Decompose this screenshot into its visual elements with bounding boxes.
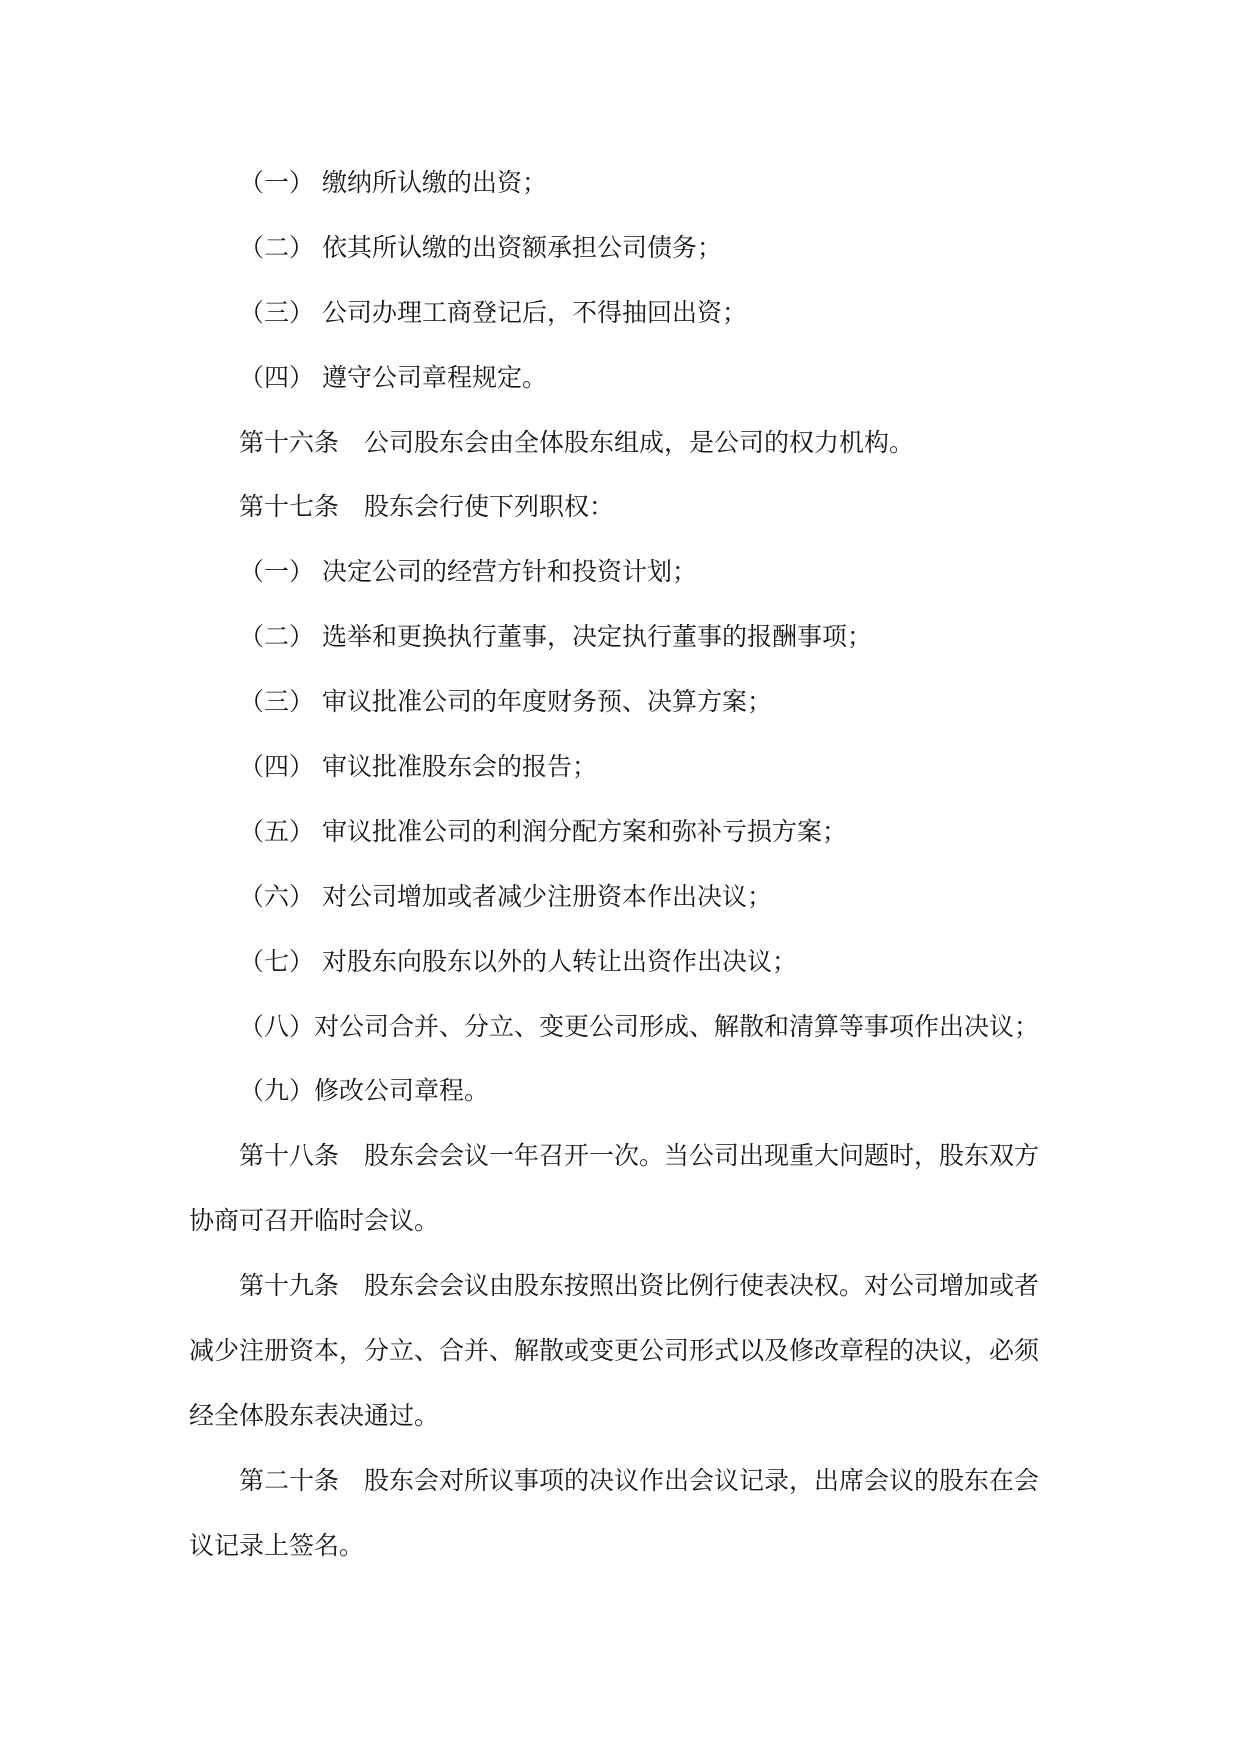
article-19	[189, 1254, 1089, 1449]
article-line: 协商可召开临时会议。	[189, 1206, 440, 1236]
power-item: （六） 对公司增加或者减少注册资本作出决议；	[239, 881, 772, 911]
document-body	[189, 151, 1089, 1579]
article-line: 第十九条 股东会会议由股东按照出资比例行使表决权。对公司增加或者	[239, 1271, 1040, 1301]
article-line: 议记录上签名。	[189, 1530, 365, 1560]
article-line: 第十七条 股东会行使下列职权：	[239, 492, 615, 522]
power-item: （七） 对股东向股东以外的人转让出资作出决议；	[239, 946, 797, 976]
power-item: （三） 审议批准公司的年度财务预、决算方案；	[239, 687, 772, 717]
power-item: （八）对公司合并、分立、变更公司形成、解散和清算等事项作出决议；	[239, 1011, 1040, 1041]
obligation-item: （二） 依其所认缴的出资额承担公司债务；	[239, 232, 722, 262]
obligation-item: （三） 公司办理工商登记后，不得抽回出资；	[239, 297, 747, 327]
powers-list	[189, 540, 1089, 1124]
article-20	[189, 1449, 1089, 1579]
power-item: （四） 审议批准股东会的报告；	[239, 752, 597, 782]
article-line: 第二十条 股东会对所议事项的决议作出会议记录，出席会议的股东在会	[239, 1465, 1040, 1495]
obligation-item: （四） 遵守公司章程规定。	[239, 362, 547, 392]
power-item: （二） 选举和更换执行董事，决定执行董事的报酬事项；	[239, 622, 872, 652]
article-16	[189, 411, 1089, 476]
obligation-item: （一） 缴纳所认缴的出资；	[239, 168, 547, 197]
article-18	[189, 1124, 1089, 1254]
article-line: 减少注册资本，分立、合并、解散或变更公司形式以及修改章程的决议，必须	[189, 1336, 1040, 1366]
obligations-list	[189, 151, 1089, 411]
power-item: （一） 决定公司的经营方针和投资计划；	[239, 557, 697, 587]
article-line: 第十六条 公司股东会由全体股东组成，是公司的权力机构。	[239, 427, 915, 457]
article-line: 经全体股东表决通过。	[189, 1400, 440, 1430]
power-item: （九）修改公司章程。	[239, 1076, 490, 1106]
article-line: 第十八条 股东会会议一年召开一次。当公司出现重大问题时，股东双方	[239, 1141, 1040, 1171]
article-17	[189, 475, 1089, 540]
power-item: （五） 审议批准公司的利润分配方案和弥补亏损方案；	[239, 816, 847, 846]
